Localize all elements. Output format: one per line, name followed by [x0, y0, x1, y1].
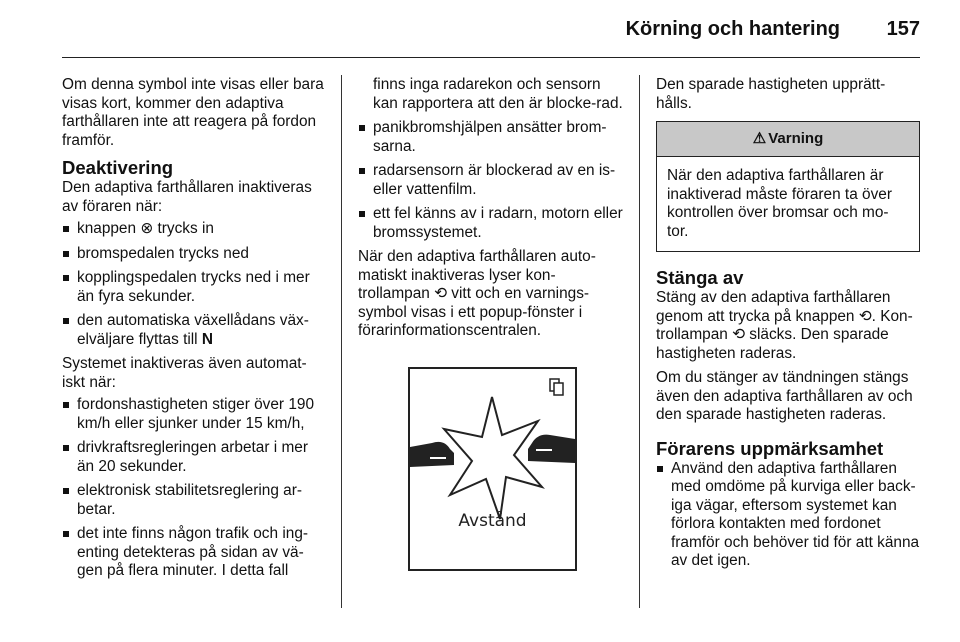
distance-warning-figure	[408, 367, 577, 571]
list-item	[62, 312, 328, 349]
column-divider-2	[639, 75, 640, 608]
left-car-icon	[410, 441, 454, 466]
page-header-title: Körning och hantering	[625, 18, 840, 40]
list-item: Använd den adaptiva farthållaren med omdöme på kurviga eller back-iga vägar, eftersom systemet kan förlora kontakten med fordonet framför och behöver tid för att känna av det igen.	[656, 460, 920, 571]
heading-forarens-uppmarksamhet: Förarens uppmärksamhet	[656, 437, 884, 459]
heading-deaktivering: Deaktivering	[62, 157, 174, 178]
column-divider-1	[341, 75, 342, 608]
display-mode-icon	[550, 379, 563, 395]
turn-off-paragraph: Stäng av den adaptiva farthållaren genom att trycka på knappen ⟲. Kon-trollampan ⟲ släcks. Den sparade hastigheten raderas.	[656, 289, 913, 362]
auto-deactivation-list-cont	[358, 119, 626, 242]
list-item: radarsensorn är blockerad av en is- eller vattenfilm.	[358, 162, 626, 199]
gear-n-label: N	[201, 330, 214, 348]
ignition-paragraph: Om du stänger av tändningen stängs även den adaptiva farthållaren av och den sparade hastigheten raderas.	[656, 369, 913, 423]
list-item: knappen ⊗ trycks in	[62, 220, 328, 239]
intro-paragraph: Om denna symbol inte visas eller bara visas kort, kommer den adaptiva farthållaren inte att reagera på fordon framför.	[62, 76, 324, 149]
page-number: 157	[886, 18, 920, 40]
warning-header	[657, 122, 919, 157]
deactivation-paragraph: Den adaptiva farthållaren inaktiveras av föraren när:	[62, 179, 312, 215]
continued-item	[358, 76, 626, 113]
speed-retained-paragraph: Den sparade hastigheten upprätt-hålls.	[656, 76, 886, 112]
list-item: bromspedalen trycks ned	[62, 245, 328, 264]
column-2	[358, 76, 626, 571]
deactivation-list	[62, 220, 328, 349]
warning-title: Varning	[768, 130, 824, 147]
impact-star-icon	[444, 397, 542, 519]
warning-box	[656, 121, 920, 252]
list-item: fordonshastigheten stiger över 190 km/h eller sjunker under 15 km/h,	[62, 396, 328, 433]
warning-body: När den adaptiva farthållaren är inaktiverad måste föraren ta över kontrollen över bromsar och mo-tor.	[667, 167, 892, 240]
figure-label-avstand: Avstånd	[458, 511, 527, 531]
list-item: kopplingspedalen trycks ned i mer än fyra sekunder.	[62, 269, 328, 306]
collision-warning-illustration	[410, 369, 575, 569]
list-item: det inte finns någon trafik och ing-enting detekteras på sidan av vä-gen på flera minuter. I detta fall	[62, 525, 328, 581]
list-item: panikbromshjälpen ansätter brom-sarna.	[358, 119, 626, 156]
list-item: drivkraftsregleringen arbetar i mer än 20 sekunder.	[62, 439, 328, 476]
header-rule	[62, 57, 920, 58]
list-item: elektronisk stabilitetsreglering ar-betar.	[62, 482, 328, 519]
list-item: ett fel känns av i radarn, motorn eller bromssystemet.	[358, 205, 626, 242]
column-3	[656, 76, 920, 577]
list-item-text: den automatiska växellådans väx-elväljare flyttas till	[77, 312, 309, 348]
driver-attention-list	[656, 460, 920, 571]
right-car-icon	[528, 434, 575, 462]
list-item-continued: finns inga radarekon och sensorn kan rapportera att den är blocke-rad.	[373, 76, 623, 112]
indicator-paragraph: När den adaptiva farthållaren auto-matiskt inaktiveras lyser kon-trollampan ⟲ vitt och en varnings-symbol visas i ett popup-fönster i förarinformationscentralen.	[358, 248, 596, 339]
auto-deactivation-paragraph: Systemet inaktiveras även automat-iskt när:	[62, 355, 307, 391]
heading-stanga-av: Stänga av	[656, 267, 744, 288]
column-1	[62, 76, 328, 587]
warning-triangle-icon: ⚠	[752, 130, 767, 147]
auto-deactivation-list	[62, 396, 328, 581]
